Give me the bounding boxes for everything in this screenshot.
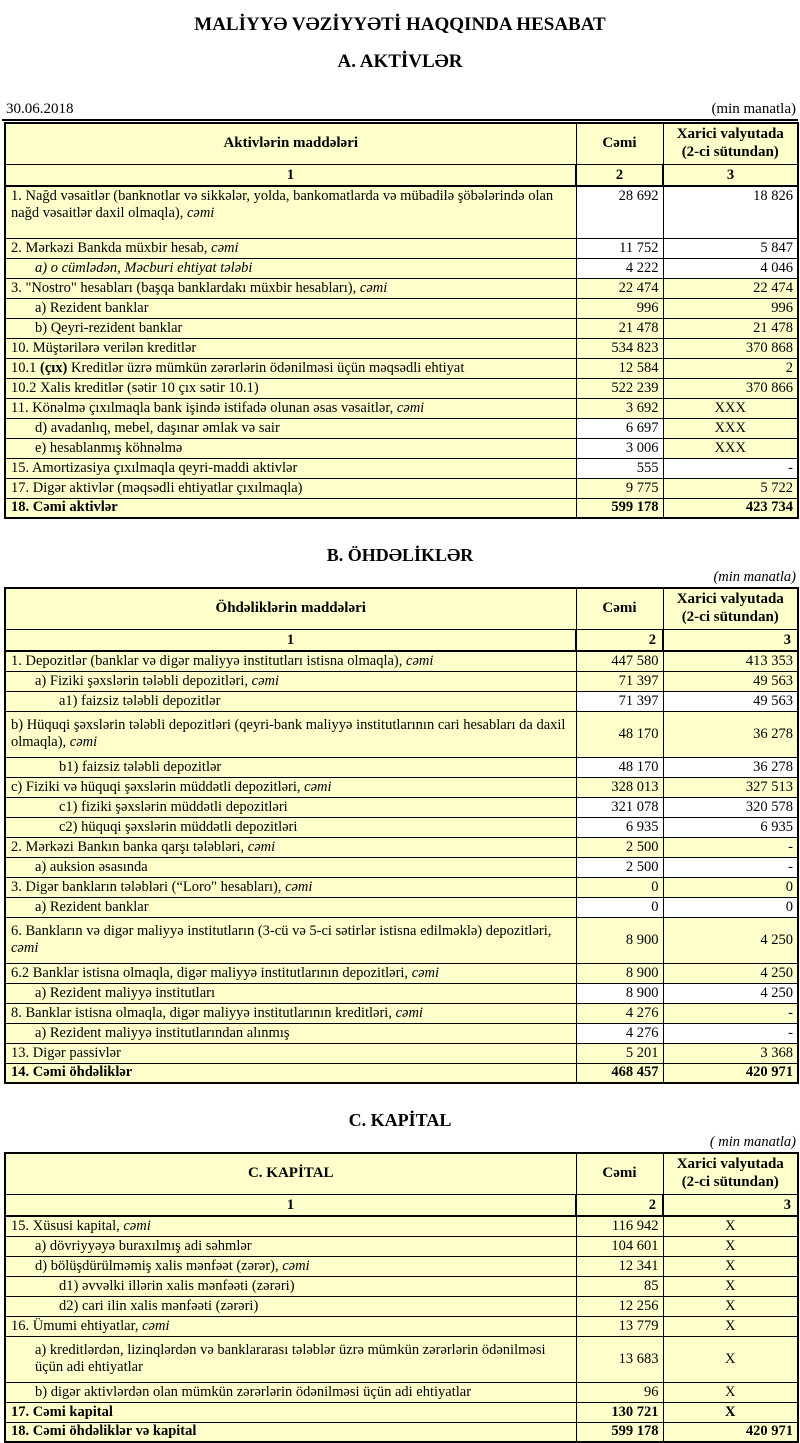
- label-segment: cəmi: [395, 1004, 423, 1021]
- row-total-value: 534 823: [576, 338, 663, 358]
- items-column-header: Aktivlərin maddələri: [5, 123, 576, 165]
- table-row: [5, 1023, 798, 1043]
- row-total-value: 2 500: [576, 837, 663, 857]
- row-label: [5, 1216, 576, 1236]
- row-fx-value: 996: [663, 298, 798, 318]
- row-label: [5, 817, 576, 837]
- label-segment: a) Fiziki şəxslərin tələbli depozitləri,: [35, 672, 252, 689]
- table-row: [5, 1402, 798, 1422]
- label-segment: 8. Banklar istisna olmaqla, digər maliyyə institutlarının kreditləri,: [11, 1004, 396, 1021]
- column-index-row: [5, 1195, 798, 1217]
- column-index-row: [5, 165, 798, 187]
- label-segment: cəmi: [11, 940, 39, 957]
- label-segment: 13. Digər passivlər: [11, 1044, 121, 1061]
- table-row: [5, 651, 798, 671]
- row-total-value: 0: [576, 897, 663, 917]
- row-label: [5, 691, 576, 711]
- table-body: [5, 651, 798, 1083]
- label-segment: c1) fiziki şəxslərin müddətli depozitləri: [59, 798, 288, 815]
- row-fx-value: 423 734: [663, 498, 798, 518]
- row-fx-value: -: [663, 1003, 798, 1023]
- row-fx-value: 370 866: [663, 378, 798, 398]
- row-fx-value: 0: [663, 877, 798, 897]
- row-total-value: 96: [576, 1382, 663, 1402]
- label-segment: 1. Depozitlər (banklar və digər maliyyə institutları istisna olmaqla),: [11, 652, 407, 669]
- row-label: [5, 1276, 576, 1296]
- row-fx-value: XXX: [663, 398, 798, 418]
- row-fx-value: 5 722: [663, 478, 798, 498]
- row-label: [5, 651, 576, 671]
- row-label: [5, 498, 576, 518]
- label-segment: cəmi: [411, 964, 440, 981]
- row-label: [5, 1296, 576, 1316]
- table-row: [5, 1043, 798, 1063]
- label-segment: a1) faizsiz tələbli depozitlər: [59, 692, 221, 709]
- row-total-value: 996: [576, 298, 663, 318]
- label-segment: c) Fiziki və hüquqi şəxslərin müddətli depozitləri,: [11, 778, 305, 795]
- balance-section: [0, 122, 800, 519]
- row-label: [5, 963, 576, 983]
- row-total-value: 71 397: [576, 691, 663, 711]
- row-label: [5, 418, 576, 438]
- unit-note-top: (min manatla): [711, 101, 796, 118]
- row-label: [5, 258, 576, 278]
- table-row: [5, 691, 798, 711]
- section-heading: B. ÖHDƏLİKLƏR: [326, 545, 474, 566]
- table-row: [5, 398, 798, 418]
- row-label: [5, 1422, 576, 1442]
- row-fx-value: 4 250: [663, 983, 798, 1003]
- table-row: [5, 757, 798, 777]
- table-row: [5, 897, 798, 917]
- label-segment: cəmi: [211, 239, 239, 256]
- row-label: [5, 797, 576, 817]
- column-index-cell: 3: [663, 1195, 798, 1217]
- label-segment: Kreditlər üzrə mümkün zərərlərin ödənilməsi üçün məqsədli ehtiyat: [67, 359, 465, 376]
- row-label: [5, 1043, 576, 1063]
- label-segment: cəmi: [142, 1317, 170, 1334]
- label-segment: cəmi: [304, 778, 332, 795]
- label-segment: a) o cümlədən, Məcburi ehtiyat tələbi: [35, 259, 253, 276]
- balance-section: [0, 545, 800, 1084]
- unit-note: (min manatla): [713, 569, 796, 586]
- row-label: [5, 1382, 576, 1402]
- row-fx-value: -: [663, 837, 798, 857]
- fx-column-header: Xarici valyutada (2-ci sütundan): [663, 588, 798, 630]
- table-row: [5, 378, 798, 398]
- row-fx-value: 49 563: [663, 671, 798, 691]
- row-total-value: 599 178: [576, 498, 663, 518]
- row-total-value: 8 900: [576, 917, 663, 963]
- row-total-value: 12 341: [576, 1256, 663, 1276]
- row-total-value: 0: [576, 877, 663, 897]
- label-segment: cəmi: [285, 878, 313, 895]
- label-segment: 1. Nağd vəsaitlər (banknotlar və sikkələr, yolda, bankomatlarda və mübadilə şöbələrində olan nağd vəsaitlər daxil olmaqla),: [11, 188, 554, 222]
- label-segment: a) auksion əsasında: [35, 858, 148, 875]
- label-segment: 18. Cəmi öhdəliklər və kapital: [11, 1423, 197, 1440]
- label-segment: b) digər aktivlərdən olan mümkün zərərlərin ödənilməsi üçün adi ehtiyatlar: [35, 1383, 472, 1400]
- label-segment: cəmi: [123, 1217, 151, 1234]
- row-fx-value: 36 278: [663, 757, 798, 777]
- row-total-value: 21 478: [576, 318, 663, 338]
- row-fx-value: X: [663, 1276, 798, 1296]
- label-segment: cəmi: [251, 672, 280, 689]
- row-fx-value: 21 478: [663, 318, 798, 338]
- label-segment: 16. Ümumi ehtiyatlar,: [11, 1317, 143, 1334]
- document-header: [0, 12, 800, 121]
- row-fx-value: X: [663, 1402, 798, 1422]
- label-segment: d2) cari ilin xalis mənfəəti (zərəri): [59, 1297, 259, 1314]
- row-label: [5, 478, 576, 498]
- balance-table: [4, 122, 799, 519]
- table-row: [5, 1063, 798, 1083]
- row-total-value: 130 721: [576, 1402, 663, 1422]
- label-segment: (çıx): [40, 359, 68, 376]
- label-segment: b) Qeyri-rezident banklar: [35, 319, 183, 336]
- row-total-value: 555: [576, 458, 663, 478]
- label-segment: 2. Mərkəzi Bankda müxbir hesab,: [11, 239, 212, 256]
- row-label: [5, 1063, 576, 1083]
- row-total-value: 468 457: [576, 1063, 663, 1083]
- row-total-value: 12 584: [576, 358, 663, 378]
- row-label: [5, 983, 576, 1003]
- row-fx-value: 420 971: [663, 1422, 798, 1442]
- table-row: [5, 817, 798, 837]
- row-fx-value: 327 513: [663, 777, 798, 797]
- row-total-value: 328 013: [576, 777, 663, 797]
- row-total-value: 12 256: [576, 1296, 663, 1316]
- label-segment: cəmi: [396, 399, 425, 416]
- date-row: [2, 101, 798, 121]
- table-row: [5, 777, 798, 797]
- table-row: [5, 671, 798, 691]
- row-label: [5, 1023, 576, 1043]
- row-fx-value: 6 935: [663, 817, 798, 837]
- row-fx-value: -: [663, 458, 798, 478]
- label-segment: cəmi: [69, 734, 98, 751]
- table-header-row: [5, 588, 798, 630]
- row-label: [5, 1316, 576, 1336]
- balance-table: [4, 587, 799, 1084]
- table-row: [5, 298, 798, 318]
- table-row: [5, 1316, 798, 1336]
- label-segment: 10. Müştərilərə verilən kreditlər: [11, 339, 197, 356]
- row-fx-value: 4 250: [663, 963, 798, 983]
- row-label: [5, 378, 576, 398]
- balance-table: [4, 1152, 799, 1443]
- fx-column-header: Xarici valyutada (2-ci sütundan): [663, 123, 798, 165]
- table-row: [5, 1003, 798, 1023]
- column-index-cell: 1: [5, 165, 576, 187]
- table-row: [5, 963, 798, 983]
- label-segment: d) avadanlıq, mebel, daşınar əmlak və sair: [35, 419, 280, 436]
- row-fx-value: XXX: [663, 438, 798, 458]
- row-total-value: 48 170: [576, 711, 663, 757]
- row-total-value: 8 900: [576, 983, 663, 1003]
- row-fx-value: 22 474: [663, 278, 798, 298]
- table-row: [5, 1216, 798, 1236]
- label-segment: d1) əvvəlki illərin xalis mənfəəti (zərəri): [59, 1277, 295, 1294]
- row-total-value: 48 170: [576, 757, 663, 777]
- label-segment: cəmi: [282, 1257, 310, 1274]
- row-total-value: 5 201: [576, 1043, 663, 1063]
- table-row: [5, 1336, 798, 1382]
- column-index-cell: 1: [5, 630, 576, 652]
- table-row: [5, 711, 798, 757]
- table-row: [5, 278, 798, 298]
- row-fx-value: X: [663, 1336, 798, 1382]
- label-segment: 6.2 Banklar istisna olmaqla, digər maliyyə institutlarının depozitləri,: [11, 964, 412, 981]
- table-row: [5, 797, 798, 817]
- row-label: [5, 711, 576, 757]
- row-total-value: 13 779: [576, 1316, 663, 1336]
- row-total-value: 321 078: [576, 797, 663, 817]
- row-label: [5, 671, 576, 691]
- table-header-row: [5, 123, 798, 165]
- table-row: [5, 418, 798, 438]
- label-segment: 15. Xüsusi kapital,: [11, 1217, 124, 1234]
- report-date: 30.06.2018: [6, 101, 74, 118]
- row-total-value: 4 276: [576, 1023, 663, 1043]
- table-row: [5, 1256, 798, 1276]
- row-label: [5, 897, 576, 917]
- label-segment: 18. Cəmi aktivlər: [11, 499, 118, 516]
- table-row: [5, 238, 798, 258]
- table-row: [5, 258, 798, 278]
- row-total-value: 71 397: [576, 671, 663, 691]
- total-column-header: Cəmi: [576, 1153, 663, 1195]
- total-column-header: Cəmi: [576, 123, 663, 165]
- table-row: [5, 877, 798, 897]
- table-header-row: [5, 1153, 798, 1195]
- fx-column-header: Xarici valyutada (2-ci sütundan): [663, 1153, 798, 1195]
- row-label: [5, 186, 576, 238]
- label-segment: c2) hüquqi şəxslərin müddətli depozitləri: [59, 818, 298, 835]
- column-index-cell: 2: [576, 1195, 663, 1217]
- label-segment: 17. Cəmi kapital: [11, 1403, 113, 1420]
- unit-note: ( min manatla): [709, 1134, 796, 1151]
- row-label: [5, 358, 576, 378]
- row-total-value: 599 178: [576, 1422, 663, 1442]
- row-total-value: 3 006: [576, 438, 663, 458]
- label-segment: a) Rezident maliyyə institutlarından alınmış: [35, 1024, 290, 1041]
- row-label: [5, 857, 576, 877]
- row-label: [5, 458, 576, 478]
- row-total-value: 22 474: [576, 278, 663, 298]
- row-label: [5, 438, 576, 458]
- row-fx-value: 320 578: [663, 797, 798, 817]
- row-label: [5, 877, 576, 897]
- row-fx-value: X: [663, 1296, 798, 1316]
- row-label: [5, 1236, 576, 1256]
- table-row: [5, 1236, 798, 1256]
- table-row: [5, 186, 798, 238]
- items-column-header: C. KAPİTAL: [5, 1153, 576, 1195]
- row-label: [5, 777, 576, 797]
- row-total-value: 522 239: [576, 378, 663, 398]
- table-row: [5, 1382, 798, 1402]
- row-total-value: 4 276: [576, 1003, 663, 1023]
- column-index-cell: 3: [663, 165, 798, 187]
- row-total-value: 8 900: [576, 963, 663, 983]
- row-total-value: 28 692: [576, 186, 663, 238]
- row-total-value: 13 683: [576, 1336, 663, 1382]
- table-body: [5, 186, 798, 518]
- table-row: [5, 1296, 798, 1316]
- row-label: [5, 298, 576, 318]
- row-label: [5, 318, 576, 338]
- row-total-value: 447 580: [576, 651, 663, 671]
- row-total-value: 3 692: [576, 398, 663, 418]
- row-total-value: 11 752: [576, 238, 663, 258]
- row-label: [5, 917, 576, 963]
- row-fx-value: X: [663, 1216, 798, 1236]
- row-fx-value: 420 971: [663, 1063, 798, 1083]
- total-column-header: Cəmi: [576, 588, 663, 630]
- row-label: [5, 338, 576, 358]
- row-fx-value: X: [663, 1382, 798, 1402]
- label-segment: 3. Digər bankların tələbləri (“Loro" hesabları),: [11, 878, 286, 895]
- label-segment: cəmi: [359, 279, 388, 296]
- label-segment: b) Hüquqi şəxslərin tələbli depozitləri (qeyri-bank maliyyə institutlarının cari hesabları da daxil olmaqla),: [11, 717, 566, 751]
- report-subtitle: A. AKTİVLƏR: [337, 51, 463, 73]
- table-row: [5, 1276, 798, 1296]
- row-label: [5, 757, 576, 777]
- table-row: [5, 358, 798, 378]
- sections: [0, 122, 800, 1443]
- label-segment: 10.1: [11, 359, 40, 376]
- label-segment: 3. "Nostro" hesabları (başqa banklardakı müxbir hesabları),: [11, 279, 360, 296]
- row-total-value: 4 222: [576, 258, 663, 278]
- row-label: [5, 398, 576, 418]
- label-segment: 17. Digər aktivlər (məqsədli ehtiyatlar çıxılmaqla): [11, 479, 303, 496]
- label-segment: cəmi: [186, 205, 215, 222]
- label-segment: cəmi: [247, 838, 276, 855]
- table-row: [5, 983, 798, 1003]
- row-fx-value: 49 563: [663, 691, 798, 711]
- row-fx-value: 4 250: [663, 917, 798, 963]
- label-segment: 10.2 Xalis kreditlər (sətir 10 çıx sətir 10.1): [11, 379, 259, 396]
- label-segment: d) bölüşdürülməmiş xalis mənfəət (zərər),: [35, 1257, 283, 1274]
- table-row: [5, 857, 798, 877]
- row-total-value: 6 935: [576, 817, 663, 837]
- column-index-row: [5, 630, 798, 652]
- row-total-value: 2 500: [576, 857, 663, 877]
- label-segment: a) kreditlərdən, lizinqlərdən və banklararası tələblər üzrə mümkün zərərlərin ödənilməsi üçün adi ehtiyatlar: [35, 1342, 546, 1376]
- row-fx-value: 3 368: [663, 1043, 798, 1063]
- row-fx-value: -: [663, 1023, 798, 1043]
- table-row: [5, 498, 798, 518]
- row-total-value: 85: [576, 1276, 663, 1296]
- row-label: [5, 1003, 576, 1023]
- label-segment: cəmi: [406, 652, 434, 669]
- label-segment: 11. Könəlmə çıxılmaqla bank işində istifadə olunan əsas vəsaitlər,: [11, 399, 397, 416]
- row-fx-value: X: [663, 1236, 798, 1256]
- label-segment: 6. Bankların və digər maliyyə institutların (3-cü və 5-ci sətirlər istisna edilməklə) depozitləri,: [11, 923, 552, 940]
- label-segment: b1) faizsiz tələbli depozitlər: [59, 758, 222, 775]
- table-row: [5, 1422, 798, 1442]
- row-fx-value: 413 353: [663, 651, 798, 671]
- label-segment: 15. Amortizasiya çıxılmaqla qeyri-maddi aktivlər: [11, 459, 298, 476]
- row-fx-value: X: [663, 1256, 798, 1276]
- row-total-value: 116 942: [576, 1216, 663, 1236]
- row-fx-value: 4 046: [663, 258, 798, 278]
- row-fx-value: 18 826: [663, 186, 798, 238]
- label-segment: a) Rezident banklar: [35, 299, 149, 316]
- report-title: MALİYYƏ VƏZİYYƏTİ HAQQINDA HESABAT: [194, 14, 606, 35]
- column-index-cell: 2: [576, 630, 663, 652]
- row-label: [5, 1402, 576, 1422]
- row-fx-value: 0: [663, 897, 798, 917]
- table-body: [5, 1216, 798, 1442]
- label-segment: 14. Cəmi öhdəliklər: [11, 1064, 133, 1081]
- column-index-cell: 3: [663, 630, 798, 652]
- column-index-cell: 2: [576, 165, 663, 187]
- table-row: [5, 338, 798, 358]
- balance-section: [0, 1110, 800, 1443]
- row-fx-value: 5 847: [663, 238, 798, 258]
- row-label: [5, 278, 576, 298]
- label-segment: a) Rezident maliyyə institutları: [35, 984, 215, 1001]
- table-row: [5, 917, 798, 963]
- items-column-header: Öhdəliklərin maddələri: [5, 588, 576, 630]
- row-label: [5, 1256, 576, 1276]
- table-row: [5, 478, 798, 498]
- row-total-value: 6 697: [576, 418, 663, 438]
- label-segment: e) hesablanmış köhnəlmə: [35, 439, 183, 456]
- row-total-value: 104 601: [576, 1236, 663, 1256]
- column-index-cell: 1: [5, 1195, 576, 1217]
- row-label: [5, 238, 576, 258]
- row-fx-value: XXX: [663, 418, 798, 438]
- table-row: [5, 837, 798, 857]
- row-fx-value: 2: [663, 358, 798, 378]
- label-segment: a) dövriyyəyə buraxılmış adi səhmlər: [35, 1237, 252, 1254]
- row-label: [5, 1336, 576, 1382]
- row-fx-value: X: [663, 1316, 798, 1336]
- table-row: [5, 438, 798, 458]
- label-segment: 2. Mərkəzi Bankın banka qarşı tələbləri,: [11, 838, 248, 855]
- section-heading: C. KAPİTAL: [348, 1110, 452, 1131]
- label-segment: a) Rezident banklar: [35, 898, 149, 915]
- row-total-value: 9 775: [576, 478, 663, 498]
- row-fx-value: 370 868: [663, 338, 798, 358]
- row-label: [5, 837, 576, 857]
- table-row: [5, 458, 798, 478]
- table-row: [5, 318, 798, 338]
- row-fx-value: -: [663, 857, 798, 877]
- row-fx-value: 36 278: [663, 711, 798, 757]
